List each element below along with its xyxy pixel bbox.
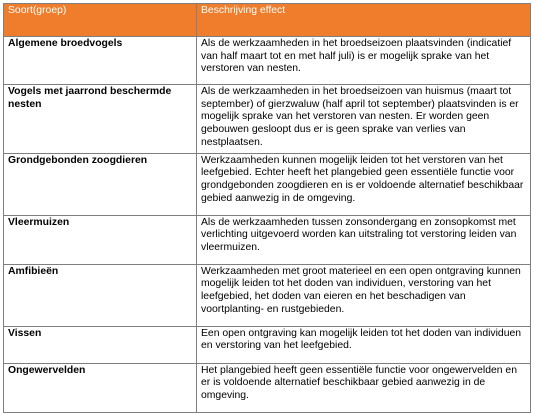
effect-cell: Als de werkzaamheden tussen zonsondergang en zonsopkomst met verlichting uitgevoerd worden kan uitstraling tot verstoring leiden van vleermuizen. [197,215,531,264]
table-row [4,363,531,412]
table-row [4,153,531,215]
effect-cell: Als de werkzaamheden in het broedseizoen van huismus (maart tot september) of gierzwaluw (half april tot september) plaatsvinden is er mogelijk sprake van het verstoren van nesten. Er worden geen gebouwen gesloopt dus er is geen sprake van verlies van nestplaatsen. [197,85,531,154]
species-cell: Vogels met jaarrond beschermde nesten [4,85,197,154]
header-row [4,4,531,37]
table-row [4,264,531,326]
species-cell: Ongewervelden [4,363,197,412]
species-cell: Algemene broedvogels [4,37,197,85]
species-cell: Vleermuizen [4,215,197,264]
effect-cell: Werkzaamheden kunnen mogelijk leiden tot het verstoren van het leefgebied. Echter heeft het plangebied geen essentiële functie voor grondgebonden zoogdieren en is er voldoende alternatief beschikbaar gebied aanwezig in de omgeving. [197,153,531,215]
effect-cell: Werkzaamheden met groot materieel en een open ontgraving kunnen mogelijk leiden tot het doden van individuen, verstoring van het leefgebied, het doden van eieren en het beschadigen van voortplanting- en rustgebieden. [197,264,531,326]
table-row [4,215,531,264]
species-cell: Amfibieën [4,264,197,326]
effect-cell: Een open ontgraving kan mogelijk leiden tot het doden van individuen en verstoring van het leefgebied. [197,326,531,363]
table-row [4,37,531,85]
species-cell: Grondgebonden zoogdieren [4,153,197,215]
species-cell: Vissen [4,326,197,363]
effects-table [3,3,531,413]
effect-cell: Het plangebied heeft geen essentiële functie voor ongewervelden en er is voldoende alternatief beschikbaar gebied aanwezig in de omgeving. [197,363,531,412]
table-row [4,85,531,154]
table-row [4,326,531,363]
column-header-species: Soort(groep) [4,4,197,37]
column-header-effect: Beschrijving effect [197,4,531,37]
effect-cell: Als de werkzaamheden in het broedseizoen plaatsvinden (indicatief van half maart tot en met half juli) is er mogelijk sprake van het verstoren van nesten. [197,37,531,85]
